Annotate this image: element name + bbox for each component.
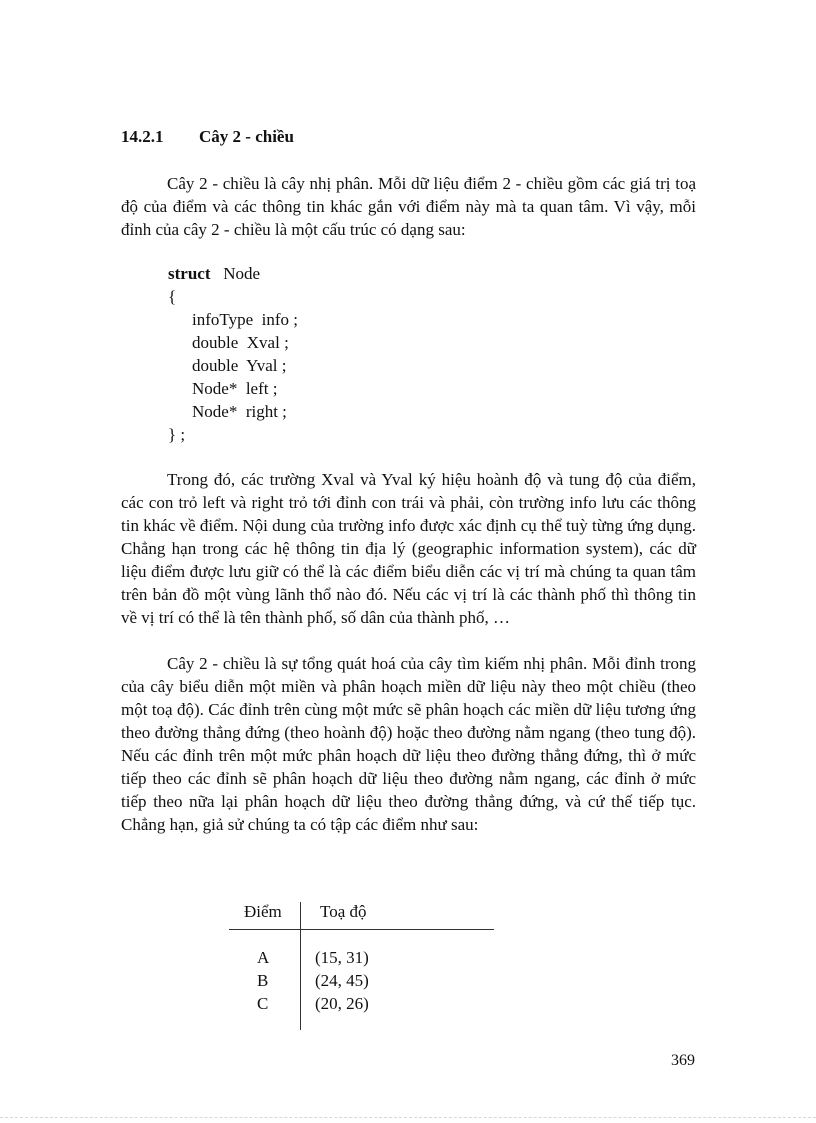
point-label: A bbox=[257, 948, 270, 967]
point-coord: (20, 26) bbox=[315, 994, 369, 1013]
code-block bbox=[168, 262, 298, 446]
code-field: double Yval ; bbox=[192, 356, 287, 375]
code-struct-name: Node bbox=[223, 264, 261, 283]
description-paragraph: Trong đó, các trường Xval và Yval ký hiệu hoành độ và tung độ của điểm, các con trỏ left và right trỏ tới đỉnh con trái và phải, còn trường info lưu các thông tin khác về điểm. Nội dung của trường info được xác định cụ thể tuỳ từng ứng dụng. Chẳng hạn trong các hệ thông tin địa lý (geographic information system), các dữ liệu điểm được lưu giữ có thể là các điểm biểu diễn các vị trí mà chúng ta quan tâm trên bản đồ một vùng lãnh thổ nào đó. Nếu các vị trí là các thành phố thì thông tin về vị trí có thể là tên thành phố, số dân của thành phố, … bbox=[121, 470, 696, 627]
table-row bbox=[229, 948, 494, 971]
page-number: 369 bbox=[671, 1052, 695, 1069]
table-row bbox=[229, 971, 494, 994]
code-open-brace: { bbox=[168, 287, 177, 306]
code-struct-line bbox=[168, 262, 298, 285]
section-title: Cây 2 - chiều bbox=[199, 127, 294, 146]
intro-paragraph: Cây 2 - chiều là cây nhị phân. Mỗi dữ liệu điểm 2 - chiều gồm các giá trị toạ độ của điểm và các thông tin khác gắn với điểm này mà ta quan tâm. Vì vậy, mỗi đỉnh của cây 2 - chiều là một cấu trúc có dạng sau: bbox=[121, 174, 696, 239]
point-label: B bbox=[257, 971, 269, 990]
kd-tree-paragraph: Cây 2 - chiều là sự tổng quát hoá của cây tìm kiếm nhị phân. Mỗi đỉnh trong của cây biểu diễn một miền và phân hoạch miền dữ liệu này theo một chiều (theo một toạ độ). Các đỉnh trên cùng một mức sẽ phân hoạch các miền dữ liệu tương ứng theo đường thẳng đứng (theo hoành độ) hoặc theo đường nằm ngang (theo tung độ). Nếu các đỉnh trên một mức phân hoạch dữ liệu theo đường thẳng đứng, thì ở mức tiếp theo các đỉnh sẽ phân hoạch dữ liệu theo đường nằm ngang, các đỉnh ở mức tiếp theo nữa lại phân hoạch dữ liệu theo đường thẳng đứng, và cứ thế tiếp tục. Chẳng hạn, giả sử chúng ta có tập các điểm như sau: bbox=[121, 654, 696, 834]
code-close-brace: } ; bbox=[168, 425, 186, 444]
points-table bbox=[229, 900, 494, 1032]
code-field: Node* left ; bbox=[192, 379, 278, 398]
section-number: 14.2.1 bbox=[121, 127, 164, 146]
point-coord: (15, 31) bbox=[315, 948, 369, 967]
code-field: infoType info ; bbox=[192, 310, 298, 329]
table-header-rule bbox=[229, 929, 494, 930]
table-header-point: Điểm bbox=[244, 902, 282, 921]
point-label: C bbox=[257, 994, 269, 1013]
table-row bbox=[229, 994, 494, 1017]
point-coord: (24, 45) bbox=[315, 971, 369, 990]
table-header-coord: Toạ độ bbox=[320, 902, 367, 921]
code-keyword: struct bbox=[168, 264, 211, 283]
section-heading bbox=[121, 127, 294, 147]
code-field: double Xval ; bbox=[192, 333, 289, 352]
code-field: Node* right ; bbox=[192, 402, 287, 421]
page-bottom-rule bbox=[0, 1117, 816, 1118]
